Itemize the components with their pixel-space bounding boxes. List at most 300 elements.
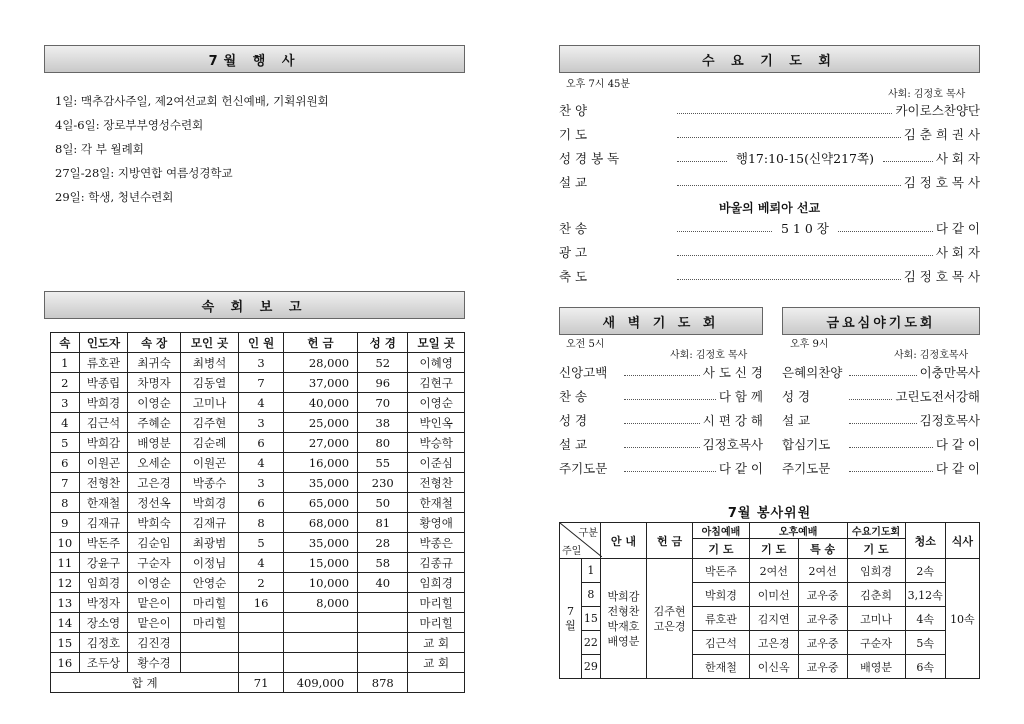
table-cell: 김재규 — [79, 513, 128, 533]
order-label: 은혜의찬양 — [782, 365, 843, 380]
table-cell: 김근석 — [79, 413, 128, 433]
order-label: 주기도문 — [782, 461, 831, 476]
order-value: 카이로스찬양단 — [895, 103, 980, 118]
table-cell: 차명자 — [128, 373, 181, 393]
wednesday-time: 오후 7시 45분 — [566, 79, 631, 90]
table-cell: 7 — [51, 473, 80, 493]
table-cell: 김순례 — [180, 433, 238, 453]
service-cell: 김근석 — [693, 631, 750, 655]
dot-leader — [849, 471, 933, 472]
order-value: 시 편 강 해 — [702, 413, 763, 428]
order-value: 김 정 호 목 사 — [903, 175, 980, 190]
table-cell: 김종규 — [408, 553, 465, 573]
report-title: 속 회 보 고 — [44, 291, 465, 319]
table-cell: 장소영 — [79, 613, 128, 633]
table-cell: 이원곤 — [180, 453, 238, 473]
table-cell: 5 — [239, 533, 284, 553]
order-label: 찬 송 — [559, 389, 588, 404]
table-cell: 6 — [51, 453, 80, 473]
order-item — [782, 383, 980, 405]
dot-leader — [849, 447, 933, 448]
table-row — [51, 633, 465, 653]
report-header: 성 경 — [358, 333, 408, 353]
order-label: 설 교 — [559, 437, 588, 452]
order-label: 축 도 — [559, 269, 588, 284]
order-value: 다 같 이 — [718, 461, 763, 476]
week-label: 주일 — [562, 546, 582, 557]
service-header-row — [560, 523, 980, 539]
dot-leader — [849, 399, 892, 400]
dot-leader — [677, 161, 727, 162]
service-cell: 2여선 — [749, 559, 798, 583]
order-value: 사 회 자 — [935, 245, 980, 260]
month-cell: 7월 — [560, 559, 582, 679]
table-cell: 강윤구 — [79, 553, 128, 573]
table-cell: 한재철 — [79, 493, 128, 513]
table-cell: 65,000 — [283, 493, 357, 513]
order-label: 광 고 — [559, 245, 588, 260]
table-cell: 이정님 — [180, 553, 238, 573]
service-cell: 6속 — [905, 655, 945, 679]
dot-leader — [624, 399, 716, 400]
order-value: 다 같 이 — [935, 437, 980, 452]
service-cell: 김지연 — [749, 607, 798, 631]
order-value: 다 같 이 — [935, 461, 980, 476]
sermon-title: 바울의 베뢰아 선교 — [718, 201, 821, 215]
table-cell: 35,000 — [283, 533, 357, 553]
table-cell: 정선옥 — [128, 493, 181, 513]
dot-leader — [883, 161, 933, 162]
dot-leader — [624, 423, 700, 424]
table-cell: 박희숙 — [128, 513, 181, 533]
order-value: 사 도 신 경 — [702, 365, 763, 380]
table-cell: 전형찬 — [408, 473, 465, 493]
service-cell: 고은경 — [749, 631, 798, 655]
service-cell: 3,12속 — [905, 583, 945, 607]
table-cell: 이혜영 — [408, 353, 465, 373]
table-cell: 교 회 — [408, 653, 465, 673]
dot-leader — [677, 279, 901, 280]
report-header: 인 원 — [239, 333, 284, 353]
order-item — [559, 97, 980, 119]
guide-header: 안 내 — [600, 523, 646, 559]
table-cell: 김순임 — [128, 533, 181, 553]
event-item: 1일: 맥추감사주일, 제2여선교회 헌신예배, 기획위원회 — [55, 94, 329, 108]
table-cell: 58 — [358, 553, 408, 573]
table-row — [51, 453, 465, 473]
friday-host: 사회: 김정호목사 — [894, 350, 969, 361]
table-cell: 16 — [239, 593, 284, 613]
service-cell: 교우중 — [798, 631, 847, 655]
table-cell: 안영순 — [180, 573, 238, 593]
gubun-label: 구분 — [578, 528, 598, 539]
order-item — [782, 431, 980, 453]
prayer-subheader: 기 도 — [847, 539, 905, 559]
gubun-cell — [560, 523, 601, 559]
table-cell: 전형찬 — [79, 473, 128, 493]
service-cell: 구순자 — [847, 631, 905, 655]
table-cell: 4 — [51, 413, 80, 433]
dawn-time: 오전 5시 — [566, 339, 605, 350]
table-cell: 김현구 — [408, 373, 465, 393]
service-cell: 4속 — [905, 607, 945, 631]
table-row — [51, 433, 465, 453]
table-cell: 6 — [239, 433, 284, 453]
order-item — [559, 239, 980, 261]
report-body — [51, 353, 465, 673]
date-cell: 22 — [581, 631, 600, 655]
table-cell: 50 — [358, 493, 408, 513]
service-row — [560, 559, 980, 583]
table-cell: 4 — [239, 553, 284, 573]
event-item: 27일-28일: 지방연합 여름성경학교 — [55, 166, 233, 180]
events-title: 7월 행 사 — [44, 45, 465, 73]
dot-leader — [677, 185, 901, 186]
table-cell: 오세순 — [128, 453, 181, 473]
table-cell: 최병석 — [180, 353, 238, 373]
table-cell: 박인옥 — [408, 413, 465, 433]
table-cell: 이영순 — [408, 393, 465, 413]
table-row — [51, 553, 465, 573]
table-cell: 25,000 — [283, 413, 357, 433]
service-cell: 교우중 — [798, 655, 847, 679]
order-value: 김정호목사 — [702, 437, 763, 452]
dot-leader — [677, 113, 892, 114]
order-label: 설 교 — [782, 413, 811, 428]
table-cell: 96 — [358, 373, 408, 393]
order-label: 주기도문 — [559, 461, 608, 476]
clean-header: 청소 — [905, 523, 945, 559]
order-value: 김 춘 희 권 사 — [903, 127, 980, 142]
table-cell: 황수경 — [128, 653, 181, 673]
service-cell: 박돈주 — [693, 559, 750, 583]
order-item — [559, 455, 763, 477]
total-empty — [408, 673, 465, 693]
table-cell: 최귀숙 — [128, 353, 181, 373]
report-header: 인도자 — [79, 333, 128, 353]
meal-cell: 10속 — [945, 559, 979, 679]
meal-header: 식사 — [945, 523, 979, 559]
table-cell: 박희경 — [79, 393, 128, 413]
dawn-host: 사회: 김정호 목사 — [670, 350, 748, 361]
table-cell: 임희경 — [408, 573, 465, 593]
table-cell: 7 — [239, 373, 284, 393]
order-item — [782, 359, 980, 381]
table-cell: 14 — [51, 613, 80, 633]
table-cell: 4 — [239, 453, 284, 473]
table-cell: 김정호 — [79, 633, 128, 653]
table-cell: 40 — [358, 573, 408, 593]
table-cell — [239, 633, 284, 653]
service-cell: 한재철 — [693, 655, 750, 679]
table-cell: 40,000 — [283, 393, 357, 413]
table-cell: 조두상 — [79, 653, 128, 673]
service-body — [560, 559, 980, 679]
order-label: 신앙고백 — [559, 365, 608, 380]
dot-leader — [624, 375, 700, 376]
table-cell — [283, 613, 357, 633]
order-label: 찬 양 — [559, 103, 588, 118]
table-cell: 3 — [239, 473, 284, 493]
table-cell: 8,000 — [283, 593, 357, 613]
table-cell — [358, 633, 408, 653]
prayer-subheader: 기 도 — [693, 539, 750, 559]
table-cell: 박희경 — [180, 493, 238, 513]
table-cell — [283, 633, 357, 653]
order-detail: 5 1 0 장 — [780, 221, 829, 236]
table-cell — [180, 653, 238, 673]
table-cell: 김동열 — [180, 373, 238, 393]
date-cell: 15 — [581, 607, 600, 631]
order-item — [559, 121, 980, 143]
table-cell: 8 — [239, 513, 284, 533]
total-label: 합 계 — [51, 673, 239, 693]
service-cell: 2여선 — [798, 559, 847, 583]
table-cell: 8 — [51, 493, 80, 513]
special-subheader: 특 송 — [798, 539, 847, 559]
report-header-row — [51, 333, 465, 353]
service-cell: 교우중 — [798, 583, 847, 607]
order-item — [559, 169, 980, 191]
table-cell: 마리힐 — [408, 593, 465, 613]
table-row — [51, 413, 465, 433]
table-cell: 박돈주 — [79, 533, 128, 553]
dot-leader — [624, 447, 700, 448]
service-table — [559, 522, 980, 679]
table-cell: 11 — [51, 553, 80, 573]
dot-leader — [838, 231, 933, 232]
report-header: 헌 금 — [283, 333, 357, 353]
table-row — [51, 613, 465, 633]
table-cell — [283, 653, 357, 673]
table-cell: 이영순 — [128, 573, 181, 593]
service-cell: 이미선 — [749, 583, 798, 607]
service-cell: 교우중 — [798, 607, 847, 631]
table-cell — [358, 593, 408, 613]
table-cell: 5 — [51, 433, 80, 453]
service-cell: 임희경 — [847, 559, 905, 583]
table-cell: 68,000 — [283, 513, 357, 533]
order-value: 다 같 이 — [935, 221, 981, 236]
table-cell: 12 — [51, 573, 80, 593]
table-row — [51, 593, 465, 613]
table-cell: 2 — [239, 573, 284, 593]
table-cell — [180, 633, 238, 653]
order-item — [559, 407, 763, 429]
table-cell: 9 — [51, 513, 80, 533]
table-row — [51, 473, 465, 493]
wednesday-title: 수 요 기 도 회 — [559, 45, 980, 73]
table-cell: 마리힐 — [180, 613, 238, 633]
order-label: 성 경 — [782, 389, 811, 404]
table-cell: 임희경 — [79, 573, 128, 593]
order-item — [559, 145, 980, 167]
order-detail: 행17:10-15(신약217쪽) — [735, 151, 874, 166]
table-cell: 37,000 — [283, 373, 357, 393]
table-cell: 교 회 — [408, 633, 465, 653]
table-row — [51, 393, 465, 413]
afternoon-header: 오후예배 — [749, 523, 847, 539]
dot-leader — [624, 471, 716, 472]
offering-header: 헌 금 — [647, 523, 693, 559]
event-item: 29일: 학생, 청년수련회 — [55, 190, 174, 204]
dot-leader — [677, 231, 772, 232]
table-cell — [358, 653, 408, 673]
table-cell: 16 — [51, 653, 80, 673]
service-cell: 김춘희 — [847, 583, 905, 607]
table-cell: 81 — [358, 513, 408, 533]
dot-leader — [677, 255, 933, 256]
table-cell: 80 — [358, 433, 408, 453]
service-cell: 류호관 — [693, 607, 750, 631]
table-row — [51, 653, 465, 673]
service-cell: 2속 — [905, 559, 945, 583]
table-cell — [239, 653, 284, 673]
table-cell: 230 — [358, 473, 408, 493]
friday-time: 오후 9시 — [790, 339, 829, 350]
date-cell: 1 — [581, 559, 600, 583]
wednesday-host: 사회: 김정호 목사 — [888, 89, 966, 100]
table-row — [51, 533, 465, 553]
total-count: 71 — [239, 673, 284, 693]
table-cell: 2 — [51, 373, 80, 393]
table-cell: 이영순 — [128, 393, 181, 413]
dot-leader — [849, 375, 917, 376]
table-cell: 15,000 — [283, 553, 357, 573]
table-cell: 마리힐 — [180, 593, 238, 613]
report-header: 속 장 — [128, 333, 181, 353]
service-cell: 배영분 — [847, 655, 905, 679]
order-item — [559, 215, 980, 237]
order-label: 찬 송 — [559, 221, 588, 236]
table-cell: 15 — [51, 633, 80, 653]
service-cell: 박희경 — [693, 583, 750, 607]
table-cell: 28,000 — [283, 353, 357, 373]
order-item — [782, 455, 980, 477]
report-header: 모인 곳 — [180, 333, 238, 353]
table-cell: 배영분 — [128, 433, 181, 453]
table-cell: 한재철 — [408, 493, 465, 513]
guide-cell: 박희감 전형찬 박재호 배영분 — [600, 559, 646, 679]
table-cell: 3 — [239, 413, 284, 433]
table-cell — [239, 613, 284, 633]
date-cell: 8 — [581, 583, 600, 607]
table-cell: 1 — [51, 353, 80, 373]
report-table — [50, 332, 465, 693]
morning-header: 아침예배 — [693, 523, 750, 539]
table-cell: 38 — [358, 413, 408, 433]
total-bible: 878 — [358, 673, 408, 693]
report-header: 모일 곳 — [408, 333, 465, 353]
table-cell: 35,000 — [283, 473, 357, 493]
table-row — [51, 573, 465, 593]
order-value: 이충만목사 — [919, 365, 980, 380]
order-item — [782, 407, 980, 429]
table-cell: 70 — [358, 393, 408, 413]
order-label: 성 경 봉 독 — [559, 151, 620, 166]
table-cell: 52 — [358, 353, 408, 373]
table-cell: 주혜순 — [128, 413, 181, 433]
report-total-row — [51, 673, 465, 693]
table-row — [51, 493, 465, 513]
table-cell: 박종립 — [79, 373, 128, 393]
table-row — [51, 353, 465, 373]
table-cell: 박승학 — [408, 433, 465, 453]
event-item: 8일: 각 부 월례회 — [55, 142, 144, 156]
table-cell — [358, 613, 408, 633]
table-cell: 4 — [239, 393, 284, 413]
table-cell: 16,000 — [283, 453, 357, 473]
table-cell: 박정자 — [79, 593, 128, 613]
service-cell: 5속 — [905, 631, 945, 655]
event-item: 4일-6일: 장로부부영성수련회 — [55, 118, 204, 132]
table-row — [51, 513, 465, 533]
order-value: 김정호목사 — [919, 413, 980, 428]
friday-title: 금요심야기도회 — [782, 307, 980, 335]
table-cell: 28 — [358, 533, 408, 553]
table-cell: 마리힐 — [408, 613, 465, 633]
dot-leader — [677, 137, 901, 138]
offering-cell: 김주현 고은경 — [647, 559, 693, 679]
table-cell: 박종은 — [408, 533, 465, 553]
table-cell: 황영애 — [408, 513, 465, 533]
table-cell: 최광범 — [180, 533, 238, 553]
order-item — [559, 359, 763, 381]
table-cell: 김주현 — [180, 413, 238, 433]
service-title: 7월 봉사위원 — [727, 506, 812, 521]
table-row — [51, 373, 465, 393]
order-item — [559, 431, 763, 453]
service-cell: 이신옥 — [749, 655, 798, 679]
table-cell: 박희감 — [79, 433, 128, 453]
dot-leader — [849, 423, 917, 424]
table-cell: 류호관 — [79, 353, 128, 373]
order-value: 김 정 호 목 사 — [903, 269, 980, 284]
order-label: 성 경 — [559, 413, 588, 428]
dawn-title: 새 벽 기 도 회 — [559, 307, 763, 335]
order-item — [559, 383, 763, 405]
table-cell: 이준심 — [408, 453, 465, 473]
order-value: 사 회 자 — [935, 151, 981, 166]
table-cell: 6 — [239, 493, 284, 513]
report-header: 속 — [51, 333, 80, 353]
order-label: 기 도 — [559, 127, 588, 142]
table-cell: 이원곤 — [79, 453, 128, 473]
date-cell: 29 — [581, 655, 600, 679]
service-cell: 고미나 — [847, 607, 905, 631]
order-item — [559, 263, 980, 285]
table-cell: 3 — [51, 393, 80, 413]
table-cell: 박종수 — [180, 473, 238, 493]
table-cell: 맡은이 — [128, 593, 181, 613]
order-value: 고린도전서강해 — [895, 389, 980, 404]
prayer-subheader: 기 도 — [749, 539, 798, 559]
table-cell: 구순자 — [128, 553, 181, 573]
wed-header: 수요기도회 — [847, 523, 905, 539]
total-amount: 409,000 — [283, 673, 357, 693]
table-cell: 맡은이 — [128, 613, 181, 633]
order-value: 다 함 께 — [718, 389, 763, 404]
table-cell: 27,000 — [283, 433, 357, 453]
table-cell: 김재규 — [180, 513, 238, 533]
table-cell: 고은경 — [128, 473, 181, 493]
table-cell: 10,000 — [283, 573, 357, 593]
table-cell: 55 — [358, 453, 408, 473]
order-label: 설 교 — [559, 175, 588, 190]
table-cell: 고미나 — [180, 393, 238, 413]
table-cell: 10 — [51, 533, 80, 553]
table-cell: 김진경 — [128, 633, 181, 653]
